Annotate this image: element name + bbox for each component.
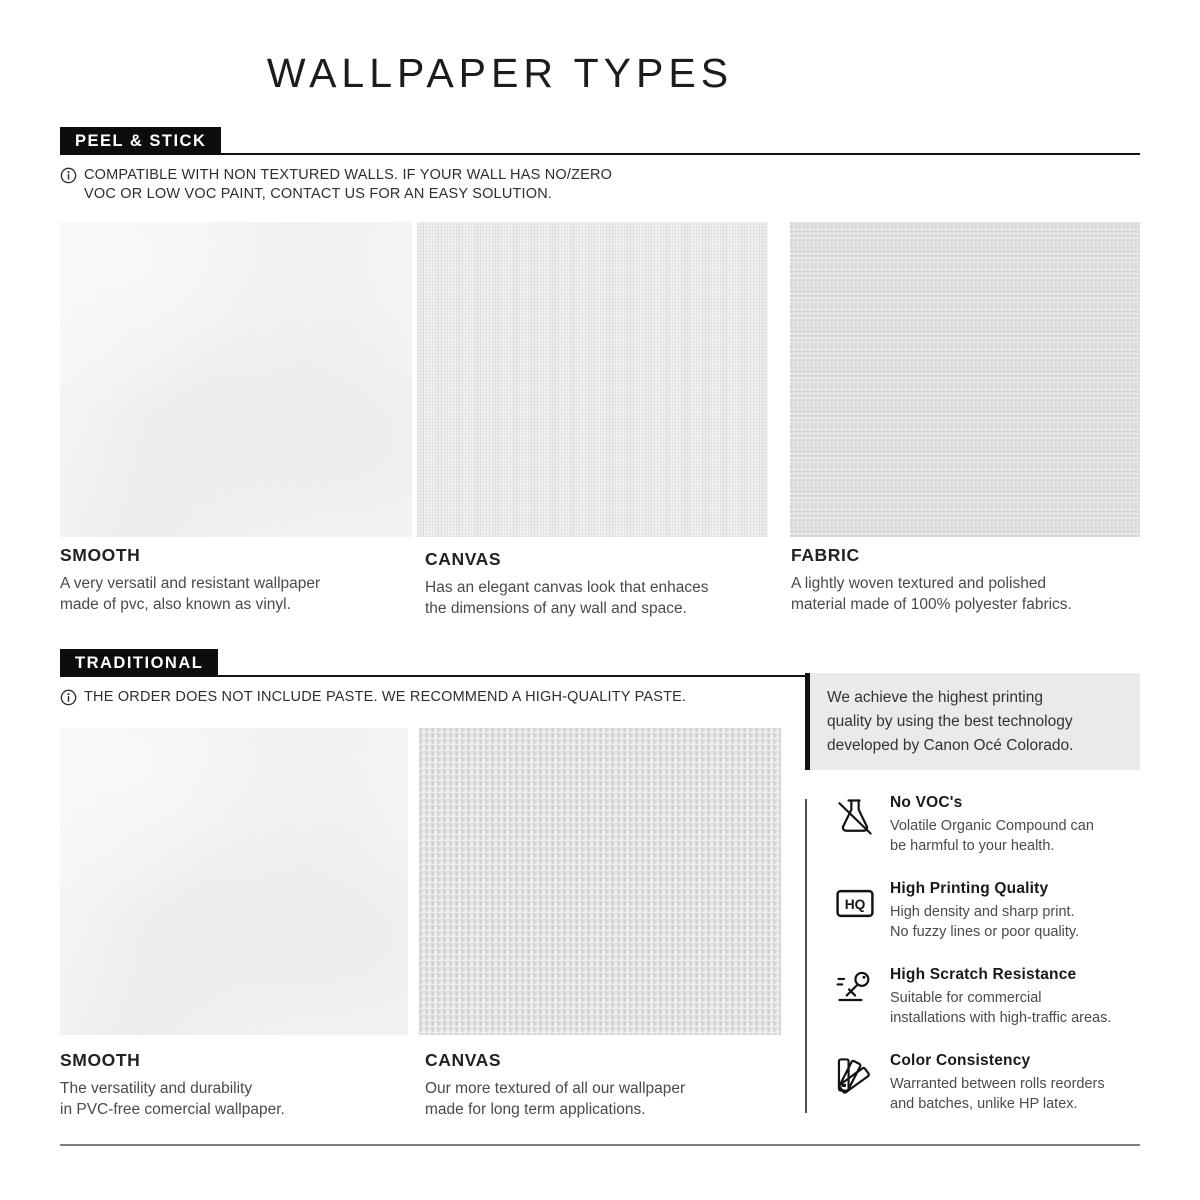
quote-line: quality by using the best technology	[827, 713, 1073, 730]
smooth-caption	[60, 545, 320, 615]
note-line	[60, 688, 686, 707]
woven-fabric-swatch	[790, 222, 1140, 537]
note-text: VOC OR LOW VOC PAINT, CONTACT US FOR AN EASY SOLUTION.	[84, 186, 553, 202]
swatch-description: A very versatil and resistant wallpaper made of pvc, also known as vinyl.	[60, 575, 321, 613]
svg-text:HQ: HQ	[844, 896, 866, 912]
traditional-section-badge: TRADITIONAL	[60, 649, 218, 677]
page-title: WALLPAPER TYPES	[266, 50, 734, 96]
feature-text	[890, 794, 1163, 856]
swatch-description: The versatility and durability in PVC-free comercial wallpaper.	[60, 1080, 285, 1118]
note-text: COMPATIBLE WITH NON TEXTURED WALLS. IF YOUR WALL HAS NO/ZERO	[84, 167, 613, 183]
feature-description: Volatile Organic Compound can be harmful to your health.	[890, 818, 1094, 854]
swatch-label: SMOOTH	[60, 545, 141, 565]
fabric-caption	[791, 545, 1072, 615]
peel-stick-section-badge: PEEL & STICK	[60, 127, 221, 155]
canvas-caption	[425, 1050, 685, 1120]
info-icon	[60, 167, 77, 184]
smooth-caption	[60, 1050, 285, 1120]
feature-title: No VOC's	[890, 794, 963, 811]
scratch-key-icon	[833, 967, 877, 1011]
note-text: THE ORDER DOES NOT INCLUDE PASTE. WE RECOMMEND A HIGH-QUALITY PASTE.	[84, 689, 687, 705]
feature-high-printing-quality	[833, 880, 1163, 942]
printing-quality-quote	[810, 673, 1140, 770]
color-swatchbook-icon	[833, 1053, 877, 1097]
swatch-label: CANVAS	[425, 549, 502, 569]
smooth-paper-swatch	[60, 728, 408, 1035]
swatch-label: SMOOTH	[60, 1050, 141, 1070]
feature-title: Color Consistency	[890, 1052, 1031, 1069]
feature-text	[890, 966, 1163, 1028]
traditional-note	[60, 688, 686, 707]
swatch-label: FABRIC	[791, 545, 860, 565]
quote-line: We achieve the highest printing	[827, 689, 1043, 706]
peel-stick-note	[60, 166, 612, 204]
swatch-description: Has an elegant canvas look that enhaces the dimensions of any wall and space.	[425, 579, 709, 617]
feature-high-scratch-resistance	[833, 966, 1163, 1028]
features-divider-line	[805, 799, 807, 1113]
note-line	[60, 166, 612, 185]
feature-description: Suitable for commercial installations with high-traffic areas.	[890, 990, 1112, 1026]
feature-title: High Printing Quality	[890, 880, 1049, 897]
swatch-label: CANVAS	[425, 1050, 502, 1070]
info-icon	[60, 689, 77, 706]
coarse-canvas-swatch	[419, 728, 781, 1035]
feature-color-consistency	[833, 1052, 1163, 1114]
bottom-rule	[60, 1144, 1140, 1146]
feature-text	[890, 1052, 1163, 1114]
feature-text	[890, 880, 1163, 942]
feature-description: Warranted between rolls reorders and batches, unlike HP latex.	[890, 1076, 1105, 1112]
smooth-paper-swatch	[60, 222, 412, 537]
swatch-description: Our more textured of all our wallpaper made for long term applications.	[425, 1080, 686, 1118]
canvas-caption	[425, 549, 709, 619]
quote-line: developed by Canon Océ Colorado.	[827, 737, 1074, 754]
swatch-description: A lightly woven textured and polished material made of 100% polyester fabrics.	[791, 575, 1072, 613]
feature-description: High density and sharp print. No fuzzy lines or poor quality.	[890, 904, 1080, 940]
feature-title: High Scratch Resistance	[890, 966, 1077, 983]
peel-stick-section-rule	[60, 153, 1140, 155]
feature-no-voc	[833, 794, 1163, 856]
no-voc-icon	[833, 795, 877, 839]
hq-icon	[833, 881, 877, 925]
fine-canvas-swatch	[417, 222, 768, 537]
